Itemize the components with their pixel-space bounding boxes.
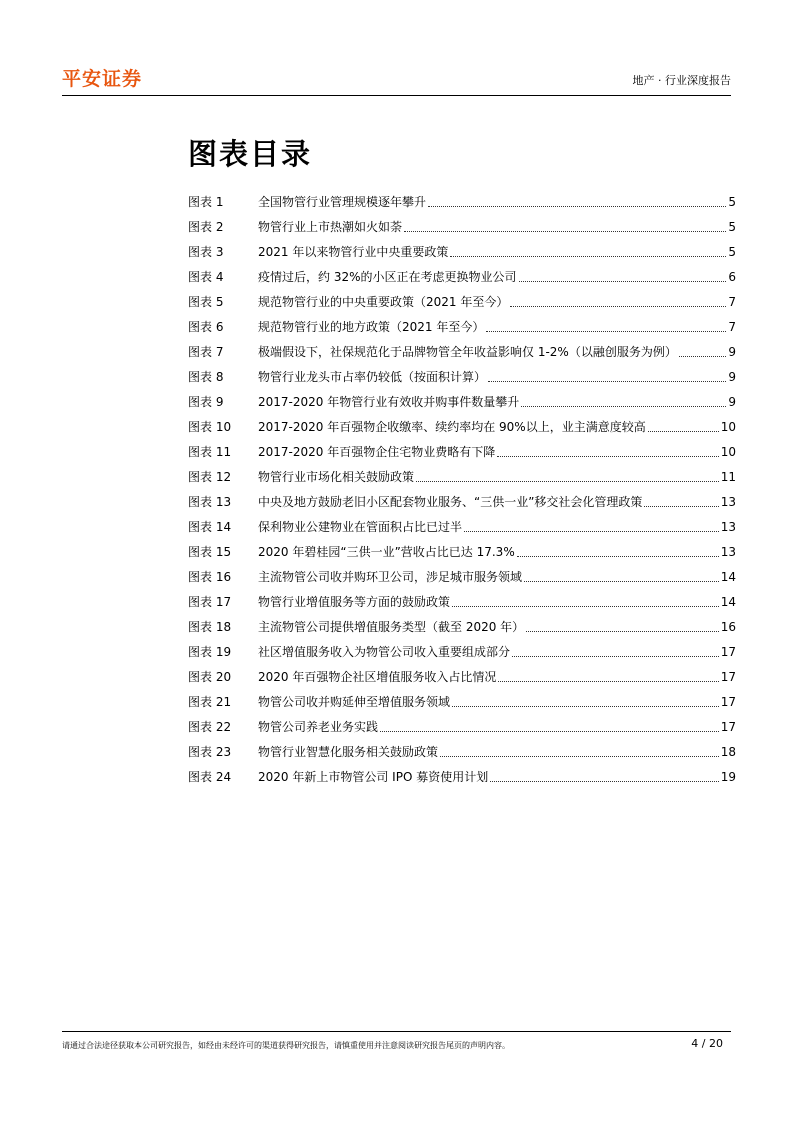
toc-dot-leader bbox=[644, 496, 718, 507]
toc-entry-label: 图表 3 bbox=[188, 244, 224, 259]
toc-entry-page[interactable]: 10 bbox=[720, 444, 736, 459]
toc-entry-page[interactable]: 13 bbox=[720, 519, 736, 534]
toc-entry-label: 图表 5 bbox=[188, 294, 224, 309]
toc-entry[interactable] bbox=[188, 389, 736, 414]
toc-entry-page[interactable]: 19 bbox=[720, 769, 736, 784]
toc-dot-leader bbox=[452, 596, 719, 607]
toc-entry-page[interactable]: 5 bbox=[728, 219, 736, 234]
toc-dot-leader bbox=[648, 421, 719, 432]
toc-entry-label: 图表 6 bbox=[188, 319, 224, 334]
toc-entry[interactable] bbox=[188, 564, 736, 589]
toc-entry-label: 图表 24 bbox=[188, 769, 232, 784]
toc-entry[interactable] bbox=[188, 714, 736, 739]
toc-entry-title[interactable]: 物管行业龙头市占率仍较低（按面积计算） bbox=[258, 369, 487, 384]
toc-entry[interactable] bbox=[188, 339, 736, 364]
toc-entry-page[interactable]: 5 bbox=[728, 194, 736, 209]
toc-entry-page[interactable]: 16 bbox=[720, 619, 736, 634]
toc-entry-page[interactable]: 6 bbox=[728, 269, 736, 284]
toc-entry[interactable] bbox=[188, 614, 736, 639]
toc-entry-label: 图表 19 bbox=[188, 644, 232, 659]
toc-entry[interactable] bbox=[188, 439, 736, 464]
toc-entry-page[interactable]: 14 bbox=[720, 594, 736, 609]
toc-dot-leader bbox=[517, 546, 719, 557]
toc-entry-page[interactable]: 9 bbox=[728, 344, 736, 359]
toc-entry-title[interactable]: 物管公司收并购延伸至增值服务领域 bbox=[258, 694, 451, 709]
toc-dot-leader bbox=[521, 396, 726, 407]
toc-entry-page[interactable]: 17 bbox=[720, 719, 736, 734]
toc-entry[interactable] bbox=[188, 639, 736, 664]
toc-entry-label: 图表 17 bbox=[188, 594, 232, 609]
toc-entry-title[interactable]: 2017-2020 年百强物企收缴率、续约率均在 90%以上，业主满意度较高 bbox=[258, 419, 646, 434]
page-number: 4 / 20 bbox=[691, 1037, 723, 1050]
toc-dot-leader bbox=[497, 446, 718, 457]
toc-entry-title[interactable]: 极端假设下，社保规范化于品牌物管全年收益影响仅 1-2%（以融创服务为例） bbox=[258, 344, 677, 359]
toc-entry-page[interactable]: 17 bbox=[720, 694, 736, 709]
toc-entry[interactable] bbox=[188, 664, 736, 689]
toc-entry-title[interactable]: 2020 年百强物企社区增值服务收入占比情况 bbox=[258, 669, 497, 684]
toc-entry-label: 图表 16 bbox=[188, 569, 232, 584]
toc-entry-page[interactable]: 7 bbox=[728, 319, 736, 334]
toc-entry-title[interactable]: 全国物管行业管理规模逐年攀升 bbox=[258, 194, 427, 209]
toc-entry[interactable] bbox=[188, 539, 736, 564]
toc-entry-page[interactable]: 5 bbox=[728, 244, 736, 259]
toc-entry-title[interactable]: 规范物管行业的地方政策（2021 年至今） bbox=[258, 319, 485, 334]
toc-entry-title[interactable]: 2020 年新上市物管公司 IPO 募资使用计划 bbox=[258, 769, 489, 784]
toc-entry-page[interactable]: 11 bbox=[720, 469, 736, 484]
footer-divider bbox=[62, 1031, 731, 1032]
toc-entry-label: 图表 20 bbox=[188, 669, 232, 684]
toc-entry[interactable] bbox=[188, 314, 736, 339]
toc-entry-label: 图表 10 bbox=[188, 419, 232, 434]
toc-entry-page[interactable]: 9 bbox=[728, 369, 736, 384]
toc-dot-leader bbox=[380, 721, 719, 732]
toc-entry-title[interactable]: 物管行业上市热潮如火如荼 bbox=[258, 219, 403, 234]
toc-entry-label: 图表 21 bbox=[188, 694, 232, 709]
toc-entry-title[interactable]: 社区增值服务收入为物管公司收入重要组成部分 bbox=[258, 644, 511, 659]
toc-entry-title[interactable]: 规范物管行业的中央重要政策（2021 年至今） bbox=[258, 294, 509, 309]
toc-entry-label: 图表 23 bbox=[188, 744, 232, 759]
toc-entry-page[interactable]: 17 bbox=[720, 669, 736, 684]
toc-entry-label: 图表 1 bbox=[188, 194, 224, 209]
toc-dot-leader bbox=[490, 771, 719, 782]
header-divider bbox=[62, 95, 731, 96]
toc-entry-page[interactable]: 14 bbox=[720, 569, 736, 584]
page-title: 图表目录 bbox=[188, 137, 313, 171]
toc-entry-title[interactable]: 物管行业市场化相关鼓励政策 bbox=[258, 469, 415, 484]
toc-dot-leader bbox=[440, 746, 719, 757]
toc-dot-leader bbox=[510, 296, 726, 307]
toc-dot-leader bbox=[486, 321, 726, 332]
toc-entry[interactable] bbox=[188, 239, 736, 264]
toc-entry-title[interactable]: 主流物管公司收并购环卫公司，涉足城市服务领域 bbox=[258, 569, 523, 584]
toc-entry[interactable] bbox=[188, 214, 736, 239]
toc-dot-leader bbox=[519, 271, 727, 282]
figure-table-of-contents bbox=[188, 189, 736, 789]
report-type-label: 地产 · 行业深度报告 bbox=[632, 74, 731, 87]
toc-entry-label: 图表 14 bbox=[188, 519, 232, 534]
toc-dot-leader bbox=[488, 371, 726, 382]
toc-entry-label: 图表 18 bbox=[188, 619, 232, 634]
company-logo: 平安证券 bbox=[62, 68, 143, 90]
toc-entry-label: 图表 2 bbox=[188, 219, 224, 234]
toc-entry-page[interactable]: 7 bbox=[728, 294, 736, 309]
toc-dot-leader bbox=[679, 346, 727, 357]
toc-entry[interactable] bbox=[188, 514, 736, 539]
toc-entry-label: 图表 9 bbox=[188, 394, 224, 409]
toc-entry[interactable] bbox=[188, 189, 736, 214]
toc-entry[interactable] bbox=[188, 764, 736, 789]
toc-entry-title[interactable]: 疫情过后，约 32%的小区正在考虑更换物业公司 bbox=[258, 269, 517, 284]
toc-entry-label: 图表 11 bbox=[188, 444, 232, 459]
footer-disclaimer: 请通过合法途径获取本公司研究报告，如经由未经许可的渠道获得研究报告，请慎重使用并注意阅读研究报告尾页的声明内容。 bbox=[62, 1041, 510, 1050]
toc-entry[interactable] bbox=[188, 364, 736, 389]
toc-entry-label: 图表 12 bbox=[188, 469, 232, 484]
toc-entry-page[interactable]: 17 bbox=[720, 644, 736, 659]
toc-dot-leader bbox=[464, 521, 719, 532]
toc-entry-label: 图表 22 bbox=[188, 719, 232, 734]
toc-dot-leader bbox=[512, 646, 719, 657]
toc-entry[interactable] bbox=[188, 264, 736, 289]
toc-entry[interactable] bbox=[188, 464, 736, 489]
toc-entry-label: 图表 7 bbox=[188, 344, 224, 359]
toc-entry-label: 图表 15 bbox=[188, 544, 232, 559]
toc-entry-title[interactable]: 保利物业公建物业在管面积占比已过半 bbox=[258, 519, 463, 534]
toc-entry-title[interactable]: 物管行业智慧化服务相关鼓励政策 bbox=[258, 744, 439, 759]
toc-entry-title[interactable]: 2017-2020 年物管行业有效收并购事件数量攀升 bbox=[258, 394, 520, 409]
toc-entry-page[interactable]: 9 bbox=[728, 394, 736, 409]
toc-entry-title[interactable]: 物管公司养老业务实践 bbox=[258, 719, 379, 734]
toc-entry-page[interactable]: 10 bbox=[720, 419, 736, 434]
toc-dot-leader bbox=[416, 471, 719, 482]
toc-entry-title[interactable]: 主流物管公司提供增值服务类型（截至 2020 年） bbox=[258, 619, 525, 634]
toc-entry[interactable] bbox=[188, 739, 736, 764]
toc-entry-label: 图表 4 bbox=[188, 269, 224, 284]
toc-entry-label: 图表 13 bbox=[188, 494, 232, 509]
toc-entry[interactable] bbox=[188, 489, 736, 514]
toc-entry[interactable] bbox=[188, 414, 736, 439]
toc-entry-title[interactable]: 物管行业增值服务等方面的鼓励政策 bbox=[258, 594, 451, 609]
toc-entry[interactable] bbox=[188, 589, 736, 614]
toc-dot-leader bbox=[524, 571, 719, 582]
toc-entry-page[interactable]: 13 bbox=[720, 494, 736, 509]
toc-dot-leader bbox=[526, 621, 719, 632]
toc-entry-title[interactable]: 2017-2020 年百强物企住宅物业费略有下降 bbox=[258, 444, 496, 459]
toc-entry-page[interactable]: 18 bbox=[720, 744, 736, 759]
toc-entry-label: 图表 8 bbox=[188, 369, 224, 384]
toc-dot-leader bbox=[428, 196, 726, 207]
toc-entry-title[interactable]: 2021 年以来物管行业中央重要政策 bbox=[258, 244, 449, 259]
toc-dot-leader bbox=[498, 671, 718, 682]
toc-dot-leader bbox=[452, 696, 719, 707]
toc-entry[interactable] bbox=[188, 289, 736, 314]
toc-dot-leader bbox=[450, 246, 726, 257]
toc-entry-title[interactable]: 2020 年碧桂园“三供一业”营收占比已达 17.3% bbox=[258, 544, 515, 559]
toc-entry-page[interactable]: 13 bbox=[720, 544, 736, 559]
toc-entry[interactable] bbox=[188, 689, 736, 714]
toc-dot-leader bbox=[404, 221, 726, 232]
toc-entry-title[interactable]: 中央及地方鼓励老旧小区配套物业服务、“三供一业”移交社会化管理政策 bbox=[258, 494, 643, 509]
